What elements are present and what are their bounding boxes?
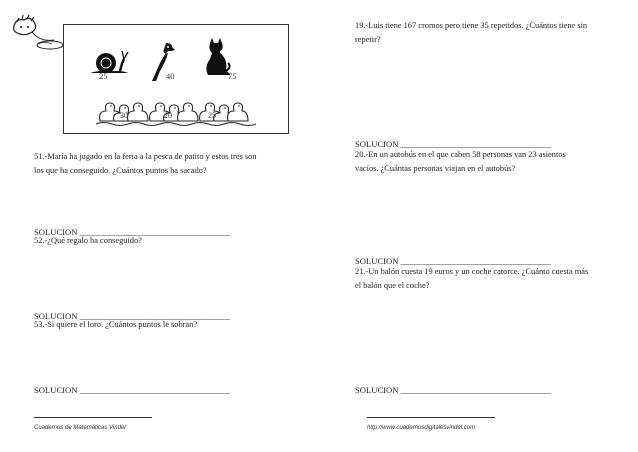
snail-points: 25 [99,71,108,81]
duck-points-1: 30 [120,111,128,120]
cat-points: 75 [228,71,237,81]
ducks-illustration [96,91,256,129]
duck-points-2: 20 [164,111,172,120]
problem-51-text: 51.-María ha jugado en la feria a la pesca de patito y estos tres son los que ha conseguido. ¿Cuántos puntos ha sacado? [34,152,257,175]
problem-53-text: 53.-Si quiere el loro. ¿Cuántos puntos le sobran? [34,320,198,329]
solution-line: SOLUCION ___________________________________ [34,227,230,237]
parrot-points: 40 [166,71,175,81]
footer-left: Cuadernos de Matemáticas Vindel [34,425,126,431]
snail-icon [88,47,132,79]
problem-21-text: 21.-Un balón cuesta 19 euros y un coche catorce. ¿Cuánto cuesta más el balón que el coche? [355,267,589,290]
solution-line: SOLUCION ___________________________________ [355,385,551,395]
solution-line: SOLUCION ___________________________________ [355,256,551,266]
problem-52-text: 52.-¿Qué regalo ha conseguido? [34,236,142,245]
girl-fishing-illustration [8,14,64,52]
solution-line: SOLUCION ___________________________________ [34,385,230,395]
footer-rule-left [34,417,152,418]
solution-line: SOLUCION ___________________________________ [34,311,230,321]
prizes-picture-frame [63,24,289,134]
duck-points-3: 25 [208,111,216,120]
problem-20-text: 20.-En un autobús en el que caben 58 personas van 23 asientos vacíos. ¿Cuántas personas viajan en el autobús? [355,150,566,173]
footer-link[interactable]: http://www.cuadernosdigitalesvindel.com [367,425,476,431]
solution-line: SOLUCION ___________________________________ [355,139,551,149]
problem-19-text: 19.-Luis tiene 167 cromos pero tiene 35 repetidos. ¿Cuántos tiene sin repetir? [355,21,588,44]
footer-rule-right [367,417,495,418]
